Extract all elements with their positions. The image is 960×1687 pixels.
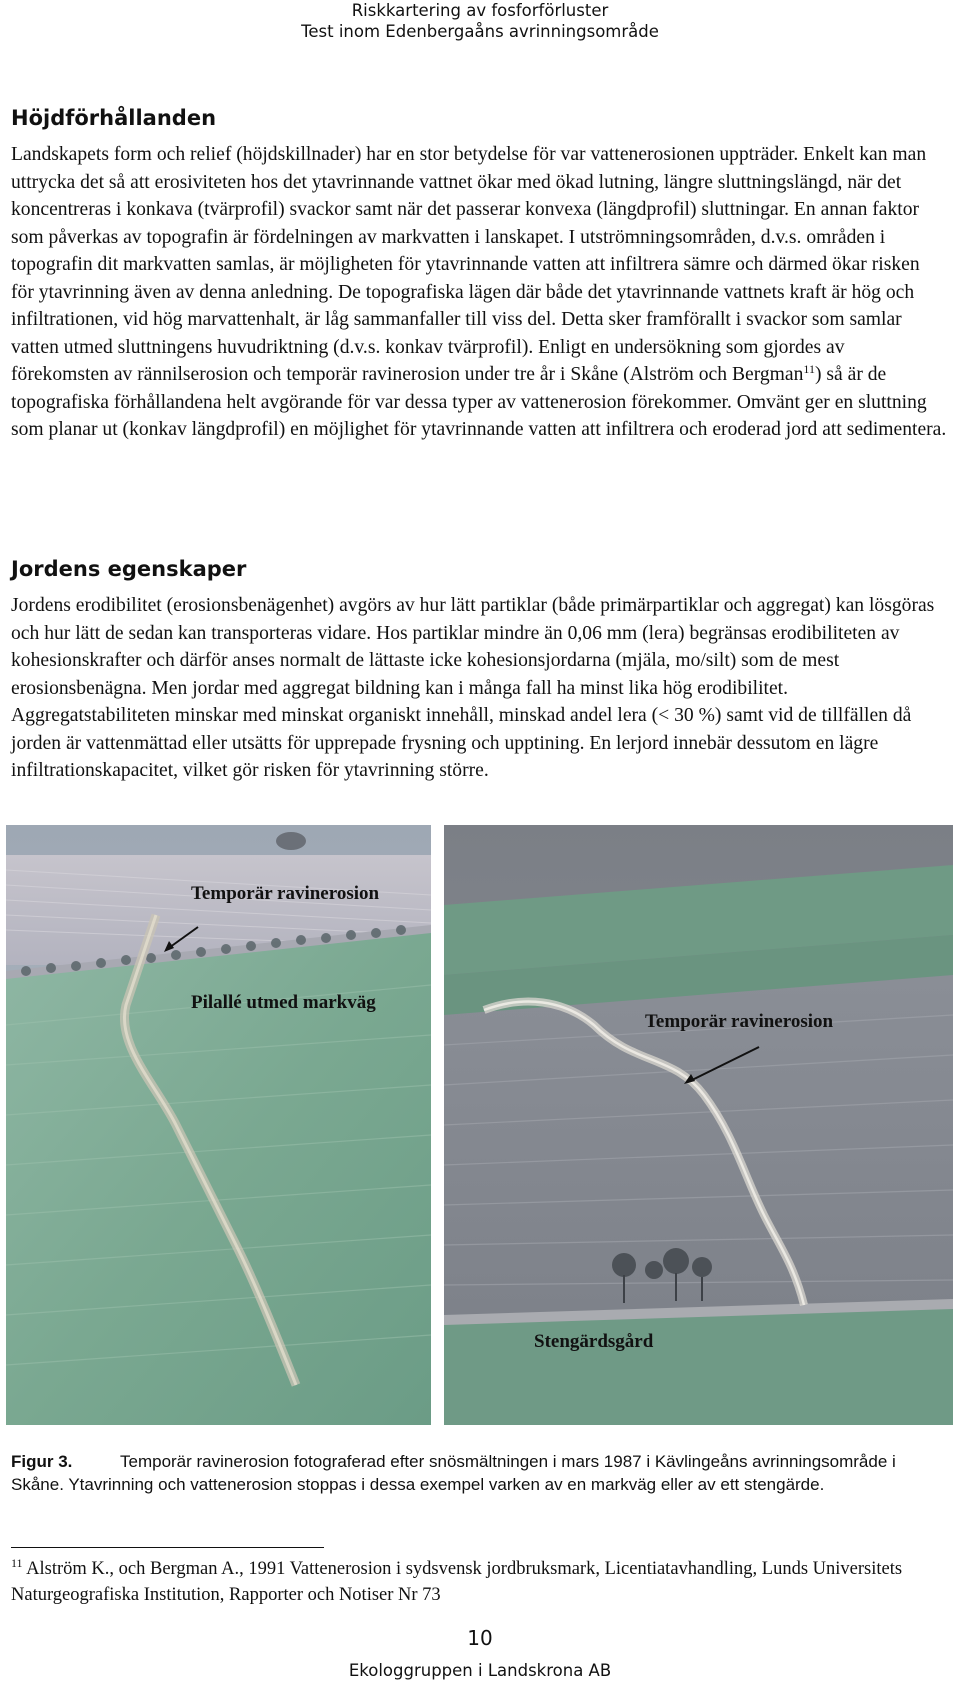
right-photo-label-stengardsgard: Stengärdsgård — [534, 1331, 654, 1352]
header-title: Riskkartering av fosforförluster — [351, 1, 609, 20]
figure-caption-text: Temporär ravinerosion fotograferad efter snösmältningen i mars 1987 i Kävlingeåns avrinningsområde i Skåne. Ytavrinning och vattenerosion stoppas i dessa exempel varken av en markväg eller av ett stengärde. — [11, 1452, 896, 1494]
running-header — [0, 0, 960, 42]
right-photo-image — [444, 825, 953, 1425]
right-photo-label-ravinerosion: Temporär ravinerosion — [645, 1011, 834, 1032]
footnote-text: Alström K., och Bergman A., 1991 Vattenerosion i sydsvensk jordbruksmark, Licentiatavhandling, Lunds Universitets Naturgeografiska Institution, Rapporter och Notiser Nr 73 — [11, 1559, 903, 1605]
left-photo-image — [6, 825, 431, 1425]
footnote-number: 11 — [11, 1556, 23, 1570]
left-photo-label-pilalle: Pilallé utmed markväg — [191, 992, 376, 1013]
header-subtitle: Test inom Edenbergaåns avrinningsområde — [301, 22, 659, 41]
footnote — [11, 1556, 941, 1608]
section-heading-jordens-egenskaper: Jordens egenskaper — [11, 557, 247, 581]
right-aerial-photo — [444, 825, 953, 1425]
section-heading-hojdforhallanden: Höjdförhållanden — [11, 106, 217, 130]
page-number: 10 — [467, 1626, 493, 1650]
running-footer: Ekologgruppen i Landskrona AB — [348, 1661, 612, 1680]
footnote-separator — [11, 1547, 324, 1548]
figure-number: Figur 3. — [11, 1452, 73, 1471]
footnote-reference: 11 — [803, 362, 815, 376]
left-aerial-photo — [6, 825, 431, 1425]
figure-caption — [11, 1451, 951, 1496]
paragraph-text-part2: ) så är de topografiska förhållandena helt avgörande för var dessa typer av vattenerosion förekommer. Omvänt ger en sluttning som planar ut (konkav längdprofil) en möjlighet för ytavrinnande vatten att infiltrera och eroderad jord att sedimentera. — [11, 364, 947, 440]
left-photo-label-ravinerosion: Temporär ravinerosion — [191, 883, 380, 904]
paragraph-hojdforhallanden — [11, 141, 947, 444]
paragraph-jordens-egenskaper: Jordens erodibilitet (erosionsbenägenhet) avgörs av hur lätt partiklar (både primärpartiklar och aggregat) kan lösgöras och hur lätt de sedan kan transporteras vidare. Hos partiklar mindre än 0,06 mm (lera) begränsas erodibiliteten av kohesionskrafter och därför anses normalt de lättaste icke kohesionsjordarna (mjäla, mo/silt) som de mest erosionsbenägna. Men jordar med aggregat bildning kan i många fall ha minst lika hög erodibilitet. Aggregatstabiliteten minskar med minskat organiskt innehåll, minskad andel lera (< 30 %) samt vid de tillfällen då jorden är vattenmättad eller utsätts för upprepade frysning och upptining. En lerjord innebär dessutom en lägre infiltrationskapacitet, vilket gör risken för ytavrinning större. — [11, 595, 935, 781]
paragraph-text-part1: Landskapets form och relief (höjdskillnader) har en stor betydelse för var vattenerosionen uppträder. Enkelt kan man uttrycka det så att erosiviteten hos det ytavrinnande vattnet ökar med ökad lutning, längre sluttningslängd, när det koncentreras i konkava (tvärprofil) svackor samt när det passerar konvexa (längdprofil) sluttningar. En annan faktor som påverkas av topografin är fördelningen av markvatten i lanskapet. I utströmningsområden, d.v.s. områden i topografin dit markvatten samlas, är möjligheten för ytavrinnande vatten att infiltrera sämre och därmed ökar risken för ytavrinning även av denna anledning. De topografiska lägen där både det ytavrinnande vattnets kraft är hög och infiltrationen, vid hög marvattenhalt, är låg sammanfaller till viss del. Detta sker framförallt i svackor som samlar vatten utmed sluttningens huvudriktning (d.v.s. konkav tvärprofil). Enligt en undersökning som gjordes av förekomsten av rännilserosion och temporär ravinerosion under tre år i Skåne (Alström och Bergman — [11, 144, 927, 385]
